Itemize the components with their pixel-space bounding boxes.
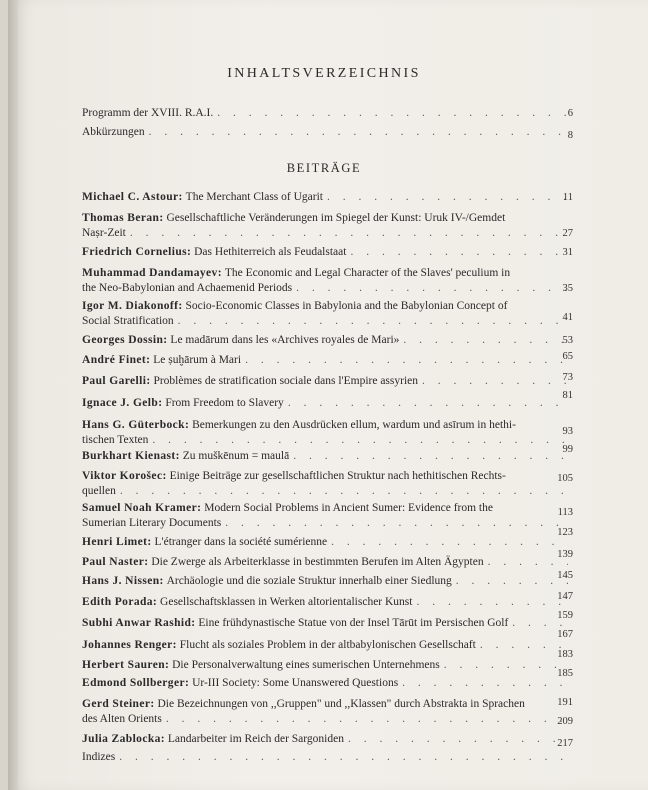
page-number: 167	[557, 629, 573, 640]
leader-dots	[296, 281, 568, 296]
toc-entry	[82, 211, 572, 241]
entry-author: Gerd Steiner:	[82, 698, 155, 710]
entry-title: From Freedom to Slavery	[165, 397, 284, 409]
toc-entry	[82, 444, 573, 464]
entry-author: Edith Porada:	[82, 596, 158, 608]
entry-title-cont: Social Stratification	[82, 315, 174, 327]
leader-dots	[225, 516, 568, 531]
leader-dots	[217, 106, 568, 121]
page-number: 31	[562, 247, 573, 258]
page-number: 147	[557, 591, 573, 602]
entry-title: Flucht als soziales Problem in der altbabylonischen Gesellschaft	[179, 639, 476, 651]
page-number: 99	[562, 444, 573, 455]
page-number: 35	[562, 283, 573, 294]
page-number: 65	[562, 351, 573, 362]
toc-entry	[82, 549, 573, 570]
entry-author: Igor M. Diakonoff:	[82, 300, 183, 312]
page-number: 81	[562, 390, 573, 401]
page-number: 73	[562, 372, 573, 383]
toc-entry	[82, 390, 573, 411]
entry-author: Julia Zablocka:	[82, 733, 166, 745]
toc-entry-programm	[82, 106, 572, 121]
entry-author: Ignace J. Gelb:	[82, 397, 163, 409]
leader-dots	[119, 750, 568, 765]
page-number: 123	[557, 527, 573, 538]
entry-text: Programm der XVIII. R.A.I.	[82, 107, 214, 119]
page-number: 139	[557, 549, 573, 560]
page-gutter	[8, 0, 18, 790]
toc-entry	[82, 591, 573, 610]
toc-entry	[82, 629, 573, 653]
toc-entry	[82, 570, 573, 589]
leader-dots	[327, 190, 568, 205]
entry-title: Eine frühdynastische Statue von der Insel Tārūt im Persischen Golf	[198, 617, 509, 629]
entry-title: Die Personalverwaltung eines sumerischen Unternehmens	[172, 659, 440, 671]
entry-title: The Merchant Class of Ugarit	[185, 191, 323, 203]
page-number: 11	[562, 192, 573, 203]
entry-title: L'étranger dans la société sumérienne	[154, 536, 328, 548]
page-number: 183	[557, 649, 573, 660]
entry-author: Friedrich Cornelius:	[82, 246, 192, 258]
entry-title-cont: tischen Texten	[82, 434, 149, 446]
page-number: 6	[567, 108, 573, 119]
entry-title: Landarbeiter im Reich der Sargoniden	[167, 733, 344, 745]
page-title: INHALTSVERZEICHNIS	[227, 66, 421, 81]
entry-author: Hans J. Nissen:	[82, 575, 164, 587]
toc-entry	[82, 527, 573, 550]
entry-title: Die Zwerge als Arbeiterklasse in bestimmten Berufen im Alten Ägypten	[151, 556, 484, 568]
entry-title: Modern Social Problems in Ancient Sumer: Evidence from the	[204, 502, 493, 514]
entry-author: Paul Garelli:	[82, 375, 151, 387]
leader-dots	[348, 732, 568, 747]
leader-dots	[331, 535, 568, 550]
page-number: 159	[557, 610, 573, 621]
page-number: 27	[562, 228, 573, 239]
toc-entry	[82, 245, 572, 260]
entry-author: Johannes Renger:	[82, 639, 177, 651]
entry-title: Le ṣuḫārum à Mari	[153, 354, 242, 366]
entry-title: The Economic and Legal Character of the Slaves' peculium in	[224, 267, 511, 279]
entry-title-cont: Sumerian Literary Documents	[82, 517, 222, 529]
entry-text: Indizes	[82, 751, 116, 763]
toc-entry	[82, 190, 572, 205]
entry-author: Paul Naster:	[82, 556, 149, 568]
entry-author: André Finet:	[82, 354, 151, 366]
entry-title-cont: des Alten Orients	[82, 713, 162, 725]
entry-title-cont: Naṣr-Zeit	[82, 227, 126, 239]
entry-title: Das Hethiterreich als Feudalstaat	[194, 246, 347, 258]
entry-title: Einige Beiträge zur gesellschaftlichen Struktur nach hethitischen Rechts-	[169, 470, 506, 482]
entry-title: Die Bezeichnungen von ,,Gruppen" und ,,Klassen" durch Abstrakta in Sprachen	[157, 698, 525, 710]
leader-dots	[350, 245, 568, 260]
leader-dots	[152, 433, 568, 448]
entry-author: Muhammad Dandamayev:	[82, 267, 222, 279]
page-number: 53	[562, 335, 573, 346]
toc-entry	[82, 469, 572, 499]
entry-title: Socio-Economic Classes in Babylonia and the Babylonian Concept of	[185, 300, 508, 312]
entry-author: Viktor Korošec:	[82, 470, 167, 482]
entry-author: Georges Dossin:	[82, 334, 168, 346]
toc-entry	[82, 610, 573, 631]
toc-entry	[82, 668, 573, 691]
page-number: 209	[557, 716, 573, 727]
section-heading: BEITRÄGE	[286, 161, 362, 175]
toc-entry	[82, 374, 572, 389]
toc-entry	[82, 697, 572, 727]
entry-title: Ur-III Society: Some Unanswered Questions	[192, 677, 399, 689]
leader-dots	[178, 314, 568, 329]
toc-entry	[82, 649, 573, 673]
page-number: 8	[567, 130, 573, 141]
leader-dots	[166, 712, 568, 727]
entry-author: Hans G. Güterbock:	[82, 419, 190, 431]
toc-entry	[82, 333, 572, 348]
entry-title-cont: quellen	[82, 485, 116, 497]
toc-entry	[82, 501, 572, 531]
entry-text: Abkürzungen	[82, 126, 145, 138]
leader-dots	[120, 484, 568, 499]
entry-author: Subhi Anwar Rashid:	[82, 617, 196, 629]
entry-author: Samuel Noah Kramer:	[82, 502, 202, 514]
page-number: 145	[557, 570, 573, 581]
leader-dots	[149, 125, 568, 140]
entry-author: Thomas Beran:	[82, 212, 164, 224]
entry-title: Problèmes de stratification sociale dans l'Empire assyrien	[153, 375, 419, 387]
entry-author: Henri Limet:	[82, 536, 152, 548]
toc-entry	[82, 353, 572, 368]
page-number: 105	[557, 473, 573, 484]
entry-title-cont: the Neo-Babylonian and Achaemenid Periods	[82, 282, 293, 294]
entry-title: Archäologie und die soziale Struktur innerhalb einer Siedlung	[166, 575, 452, 587]
leader-dots	[288, 396, 568, 411]
entry-title: Gesellschaftsklassen in Werken altorientalischer Kunst	[160, 596, 413, 608]
page-number: 93	[562, 426, 573, 437]
leader-dots	[130, 226, 568, 241]
page-number: 191	[557, 697, 573, 708]
entry-title: Gesellschaftliche Veränderungen im Spiegel der Kunst: Uruk IV-/Gemdet	[166, 212, 506, 224]
entry-author: Burkhart Kienast:	[82, 450, 180, 462]
toc-entry	[82, 299, 572, 329]
toc-entry-abkuerzungen	[82, 125, 572, 140]
leader-dots	[245, 353, 568, 368]
entry-title: Zu muškēnum = maulā	[182, 450, 290, 462]
leader-dots	[293, 449, 568, 464]
page-number: 41	[562, 312, 573, 323]
toc-entry	[82, 266, 572, 296]
entry-author: Herbert Sauren:	[82, 659, 170, 671]
page-number: 113	[557, 507, 573, 518]
page-number: 217	[557, 738, 573, 749]
page-number: 185	[557, 668, 573, 679]
entry-title: Le madārum dans les «Archives royales de Mari»	[170, 334, 400, 346]
entry-title: Bemerkungen zu den Ausdrücken ellum, wardum und asīrum in hethi-	[192, 419, 516, 431]
entry-author: Michael C. Astour:	[82, 191, 183, 203]
entry-author: Edmond Sollberger:	[82, 677, 190, 689]
toc-entry	[82, 418, 572, 448]
